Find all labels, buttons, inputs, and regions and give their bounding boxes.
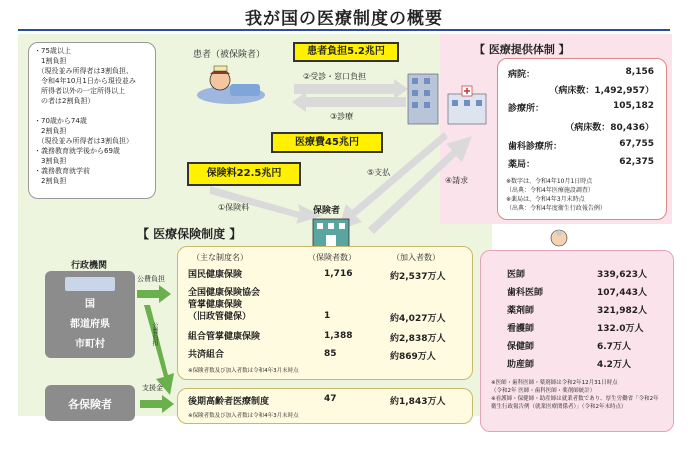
insurance-column-header: （主な制度名） (192, 253, 248, 262)
premium-box: 保険料22.5兆円 (187, 162, 301, 186)
patient-illustration (194, 60, 268, 104)
medical-cost-box: 医療費45兆円 (271, 132, 383, 153)
insurance-members: 約4,027万人 (390, 314, 446, 324)
provider-label: 病院： (508, 70, 536, 80)
staff-label: 看護師 (507, 324, 535, 334)
insurance-members: 約869万人 (390, 352, 436, 362)
staff-card (480, 250, 674, 432)
page-title: 我が国の医療制度の概要 (245, 9, 443, 29)
staff-note: 衛生行政報告例（就業医療関係者）」（令和2年末時点） (491, 404, 627, 410)
copay-note-line: （現役並み所得者は3割負担、 (34, 67, 133, 75)
copay-note-line (34, 106, 150, 116)
provider-label: 歯科診療所： (508, 142, 563, 152)
support-arrowhead (162, 395, 174, 413)
visit-arrow-label: ②受診・窓口負担 (303, 72, 367, 81)
public-funding-label: 公費負担 (137, 275, 165, 283)
insurers-box (45, 385, 135, 421)
elder-insurance-name: 後期高齢者医療制度 (188, 397, 270, 407)
copay-note-line: 1割負担 (34, 57, 67, 65)
insurers-label: 各保険者 (68, 398, 112, 411)
insurance-note: ※保険者数及び加入者数は令和4年3月末時点 (188, 368, 299, 374)
government-item: 市町村 (75, 339, 105, 350)
insurance-name: 国民健康保険 (188, 270, 243, 280)
insurance-column-header: （加入者数） (392, 253, 440, 262)
copay-notes-card (28, 42, 156, 199)
insurance-name: 共済組合 (188, 350, 225, 360)
staff-note: ※看護師・保健師・助産師は就業者数であり、厚生労働省「令和2年 (491, 396, 659, 402)
provider-value: （病床数：80,436） (565, 123, 654, 133)
copay-note-line: 2割負担 (34, 127, 67, 135)
hospital-illustration (404, 68, 490, 128)
insurance-count: 1 (324, 311, 331, 321)
public-funding-arrow (137, 290, 159, 298)
title-underline (18, 29, 670, 31)
copay-note-line: 令和4年10月1日から現役並み (34, 77, 136, 85)
elder-insurance-row (177, 388, 473, 424)
treatment-arrow-label: ③診療 (330, 112, 354, 121)
insurance-count: 1,716 (324, 269, 353, 279)
provider-header: 【 医療提供体制 】 (474, 43, 570, 56)
public-funding-arrowhead (159, 285, 171, 303)
provider-value: 105,182 (613, 101, 654, 111)
staff-value: 107,443人 (597, 288, 647, 298)
elder-insurance-note: ※保険者数及び加入者数は令和4年3月末時点 (188, 413, 299, 419)
insurance-count: 1,388 (324, 331, 353, 341)
provider-value: （病床数：1,492,957） (549, 86, 654, 96)
insurance-column-header: （保険者数） (308, 253, 356, 262)
treatment-arrow (306, 97, 406, 107)
copay-note-line: 所得者以外の一定所得以上 (34, 87, 125, 95)
provider-note: ※数字は、令和4年10月1日時点 (506, 178, 593, 185)
staff-label: 薬剤師 (507, 306, 535, 316)
elder-insurance-count: 47 (324, 394, 337, 404)
insurance-system-header: 【 医療保険制度 】 (137, 227, 242, 241)
copay-note-line: の者は2割負担） (34, 97, 95, 105)
government-item: 都道府県 (70, 319, 110, 330)
patient-label: 患者（被保険者） (193, 50, 266, 60)
treatment-arrowhead (292, 92, 306, 112)
payment-arrow-label: ⑤支払 (367, 168, 391, 177)
provider-note: （出典：令和4年医療施設調査） (506, 187, 594, 194)
subsidy-arrow (140, 305, 176, 395)
support-label: 支援金 (142, 384, 163, 392)
copay-note-line: ・義務教育就学後から69歳 (34, 147, 120, 155)
staff-label: 保健師 (507, 342, 535, 352)
copay-note-line: 2割負担 (34, 177, 67, 185)
staff-value: 6.7万人 (597, 342, 631, 352)
staff-label: 助産師 (507, 360, 535, 370)
provider-note: ※薬局は、令和4年3月末時点 (506, 196, 585, 203)
staff-value: 132.0万人 (597, 324, 644, 334)
staff-value: 321,982人 (597, 306, 647, 316)
insurance-members: 約2,838万人 (390, 334, 446, 344)
visit-arrow (294, 84, 394, 94)
support-arrow (140, 400, 162, 408)
patient-copay-box: 患者負担5.2兆円 (293, 42, 399, 62)
elder-insurance-members: 約1,843万人 (390, 397, 446, 407)
provider-value: 67,755 (619, 139, 654, 149)
staff-note: （令和2年 医師・歯科医師・薬剤師統計） (491, 388, 596, 394)
government-item: 国 (85, 299, 95, 310)
staff-value: 339,623人 (597, 270, 647, 280)
copay-note-line: （現役並み所得者は3割負担） (34, 137, 133, 145)
provider-value: 62,375 (619, 157, 654, 167)
staff-note: ※医師・歯科医師・薬剤師は令和2年12月31日時点 (491, 380, 618, 386)
staff-label: 歯科医師 (507, 288, 544, 298)
copay-note-line: ・義務教育就学前 (34, 167, 90, 175)
insurance-name: 全国健康保険協会 管掌健康保険 （旧政管健保） (188, 288, 261, 322)
insurance-table (177, 246, 473, 380)
insurer-label: 保険者 (313, 206, 341, 216)
claim-arrow-label: ④請求 (445, 176, 469, 185)
staff-label: 医師 (507, 270, 526, 280)
insurer-building-icon (311, 217, 351, 249)
government-building-icon (65, 277, 115, 291)
insurance-members: 約2,537万人 (390, 272, 446, 282)
government-label: 行政機関 (71, 261, 108, 271)
subsidy-label: 公費負担 (151, 322, 158, 346)
insurance-name: 組合管掌健康保険 (188, 332, 261, 342)
copay-note-line: ・70歳から74歳 (34, 117, 87, 125)
government-box (45, 271, 135, 358)
provider-label: 診療所： (508, 104, 545, 114)
provider-card (497, 58, 667, 220)
staff-value: 4.2万人 (597, 360, 631, 370)
premium-arrow-label: ①保険料 (218, 203, 250, 212)
copay-note-line: ・75歳以上 (34, 47, 71, 55)
provider-value: 8,156 (625, 67, 654, 77)
provider-note: （出典：令和4年度衛生行政報告例） (506, 205, 606, 212)
provider-label: 薬局： (508, 160, 536, 170)
copay-note-line: 3割負担 (34, 157, 67, 165)
insurance-count: 85 (324, 349, 337, 359)
